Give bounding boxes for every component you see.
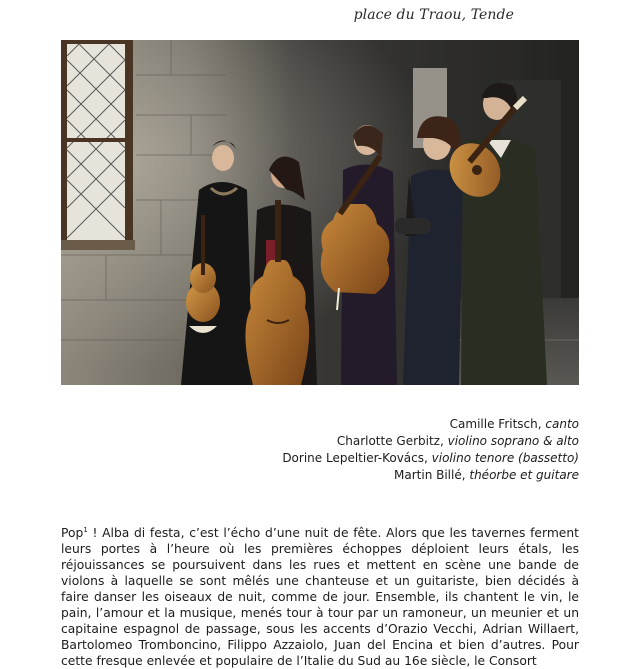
performer-role: théorbe et guitare [469,468,579,482]
footnote-mark: 1 [83,525,88,534]
cast-entry: Dorine Lepeltier-Kovács, violino tenore (bassetto) [282,451,579,465]
description-text: ! Alba di festa, c’est l’écho d’une nuit de fête. Alors que les tavernes ferment leurs portes à l’heure où les premières échoppes déploient leurs étals, les réjouissances se poursuivent dans les rues et mettent en scène une bande de violons à laquelle se sont mêlés une chanteuse et un guitariste, bien décidés à faire danser les oiseaux de nuit, comme de jour. Ensemble, ils chantent le vin, le pain, l’amour et la musique, menés tour à tour par un ramoneur, un meunier et un capitaine espagnol de passage, sous les accents d’Orazio Vecchi, Adrian Willaert, Bartolomeo Tromboncino, Filippo Azzaiolo, Juan del Encina et bien d’autres. Pour cette fresque enlevée et populaire de l’Italie du Sud au 16e siècle, le Consort [61,526,579,668]
performer-name: Martin Billé [394,468,462,482]
title-word: Pop [61,526,84,540]
performer-role: violino soprano & alto [447,434,579,448]
performer-role: canto [545,417,579,431]
performer-name: Charlotte Gerbitz [336,434,440,448]
venue-line: place du Traou, Tende [353,7,514,23]
program-description [61,525,579,669]
cast-entry: Martin Billé, théorbe et guitare [394,468,579,482]
cast-list [282,416,579,484]
ensemble-photo [61,40,579,385]
performer-role: violino tenore (bassetto) [431,451,579,465]
cast-entry: Charlotte Gerbitz, violino soprano & alto [336,434,579,448]
performer-name: Camille Fritsch [449,417,538,431]
performer-name: Dorine Lepeltier-Kovács [282,451,424,465]
photo-illustration [61,40,579,385]
cast-entry: Camille Fritsch, canto [449,417,579,431]
